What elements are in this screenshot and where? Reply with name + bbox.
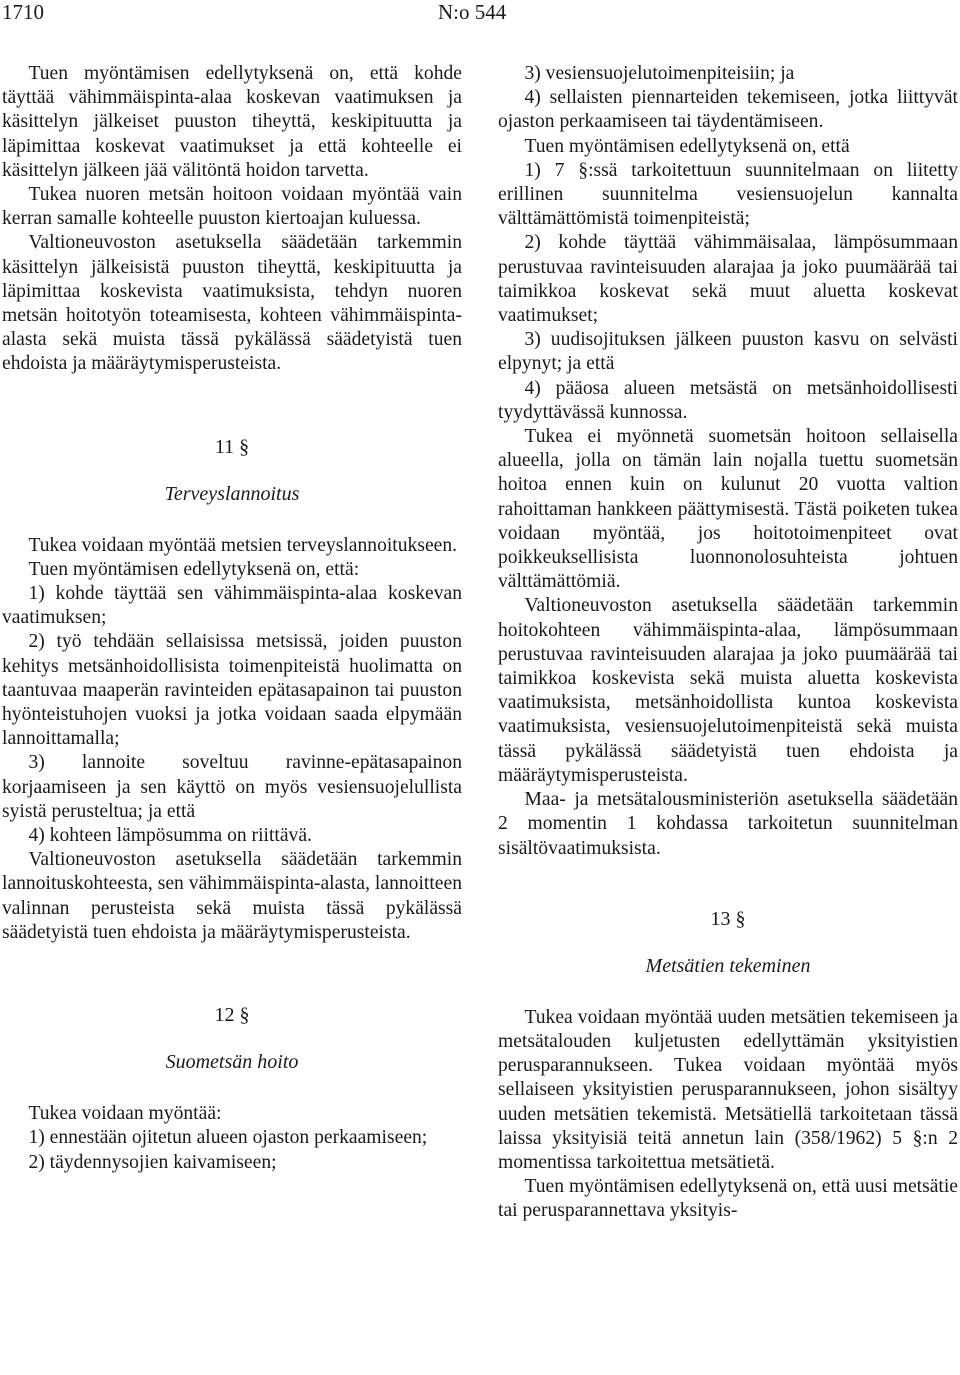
paragraph: 2) kohde täyttää vähimmäisalaa, lämpösummaan perustuvaa ravinteisuuden alarajaa ja joko puumäärää tai taimikkoa koskevat sekä muut aluetta koskevat vaatimukset; <box>498 232 958 327</box>
paragraph: 4) sellaisten piennarteiden tekemiseen, jotka liittyvät ojaston perkaamiseen tai täydentämiseen. <box>498 87 958 133</box>
paragraph: Tuen myöntämisen edellytyksenä on, että <box>524 135 850 157</box>
paragraph: 4) kohteen lämpösumma on riittävä. <box>28 825 312 847</box>
paragraph: 3) uudisojituksen jälkeen puuston kasvu on selvästi elpynyt; ja että <box>498 329 958 375</box>
paragraph: 4) pääosa alueen metsästä on metsänhoidollisesti tyydyttävässä kunnossa. <box>498 377 958 423</box>
section-title: Terveyslannoitus <box>164 482 300 505</box>
paragraph: Maa- ja metsätalousministeriön asetuksella säädetään 2 momentin 1 kohdassa tarkoitetun suunnitelman sisältövaatimuksista. <box>498 789 958 859</box>
left-column <box>2 62 462 1175</box>
paragraph: Valtioneuvoston asetuksella säädetään tarkemmin lannoituskohteesta, sen vähimmäispinta-alasta, lannoitteen valinnan perusteista sekä muista tässä pykälässä säädetyistä tuen ehdoista ja määräytymisperusteista. <box>2 849 462 943</box>
page-header <box>0 0 960 30</box>
paragraph: 2) työ tehdään sellaisissa metsissä, joiden puuston kehitys metsänhoidollisista toimenpiteistä huolimatta on taantuvaa maaperän ravinteiden epätasapainon tai puuston hyönteistuhojen vuoksi ja jotka voidaan saada elpymään lannoittamalla; <box>2 631 462 750</box>
paragraph: 1) kohde täyttää sen vähimmäispinta-alaa koskevan vaatimuksen; <box>2 583 462 629</box>
section-title: Metsätien tekeminen <box>645 954 811 977</box>
paragraph: Tukea nuoren metsän hoitoon voidaan myöntää vain kerran samalle kohteelle puuston kiertoajan kuluessa. <box>2 184 462 230</box>
section-title: Suometsän hoito <box>165 1051 299 1074</box>
paragraph: Valtioneuvoston asetuksella säädetään tarkemmin käsittelyn jälkeisistä puuston tiheyttä, keskipituutta ja läpimittaa koskevista vaatimuksista, tehdyn nuoren metsän hoitotyön toteamisesta, kohteen vähimmäispinta-alasta sekä muista tässä pykälässä säädetyistä tuen ehdoista ja määräytymisperusteista. <box>2 232 462 375</box>
section-number: 12 § <box>214 1004 250 1027</box>
paragraph: 3) vesiensuojelutoimenpiteisiin; ja <box>524 63 795 84</box>
paragraph: Tuen myöntämisen edellytyksenä on, että: <box>28 558 360 580</box>
paragraph: Tuen myöntämisen edellytyksenä on, että uusi metsätie tai perusparannettava yksityis- <box>498 1176 958 1222</box>
section-number: 13 § <box>710 907 746 930</box>
paragraph: 1) ennestään ojitetun alueen ojaston perkaamiseen; <box>28 1127 428 1149</box>
page-number: 1710 <box>2 0 44 24</box>
paragraph: Tukea voidaan myöntää: <box>28 1103 222 1125</box>
paragraph: Tukea voidaan myöntää metsien terveyslannoitukseen. <box>28 534 458 556</box>
paragraph: 1) 7 §:ssä tarkoitettuun suunnitelmaan on liitetty erillinen suunnitelma vesiensuojelun kannalta välttämättömistä toimenpiteistä; <box>498 159 958 230</box>
paragraph: 3) lannoite soveltuu ravinne-epätasapainon korjaamiseen ja sen käyttö on myös vesiensuojelullista syistä perusteltua; ja että <box>2 752 462 822</box>
right-column <box>498 62 958 1224</box>
paragraph: Tukea ei myönnetä suometsän hoitoon sellaisella alueella, jolla on tämän lain nojalla tuettu suometsän hoitoa ennen kuin on kulunut 20 vuotta valtion rahoittaman hankkeen päättymisestä. Tästä poiketen tukea voidaan myöntää, jos hoitotoimenpiteet ovat poikkeuksellisista luonnonolosuhteista johtuen välttämättömiä. <box>498 426 958 593</box>
section-number: 11 § <box>214 435 250 458</box>
issue-number: N:o 544 <box>438 0 507 24</box>
paragraph: Tuen myöntämisen edellytyksenä on, että kohde täyttää vähimmäispinta-alaa koskevan vaatimuksen ja käsittelyn jälkeiset puuston tiheyttä, keskipituutta ja läpimittaa koskevat vaatimukset ja että kohteelle ei käsittelyn jälkeen jää välitöntä hoidon tarvetta. <box>2 63 462 181</box>
paragraph: Valtioneuvoston asetuksella säädetään tarkemmin hoitokohteen vähimmäispinta-alaa, lämpösummaan perustuvaa ravinteisuuden alarajaa ja joko puumäärää tai taimikkoa koskevista sekä muista aluetta koskevista vaatimuksista, metsänhoidollista kuntoa koskevista vaatimuksista, vesiensuojelutoimenpiteistä sekä muista tässä pykälässä säädetyistä tuen ehdoista ja määräytymisperusteista. <box>498 595 958 786</box>
paragraph: Tukea voidaan myöntää uuden metsätien tekemiseen ja metsätalouden kuljetusten edellyttämän yksityistien perusparannukseen. Tukea voidaan myöntää myös sellaiseen yksityistien perusparannukseen, johon sisältyy uuden metsätien tekemistä. Metsätiellä tarkoitetaan tässä laissa yksityisiä teitä annetun lain (358/1962) 5 §:n 2 momentissa tarkoitettua metsätietä. <box>498 1006 958 1173</box>
paragraph: 2) täydennysojien kaivamiseen; <box>28 1151 277 1173</box>
